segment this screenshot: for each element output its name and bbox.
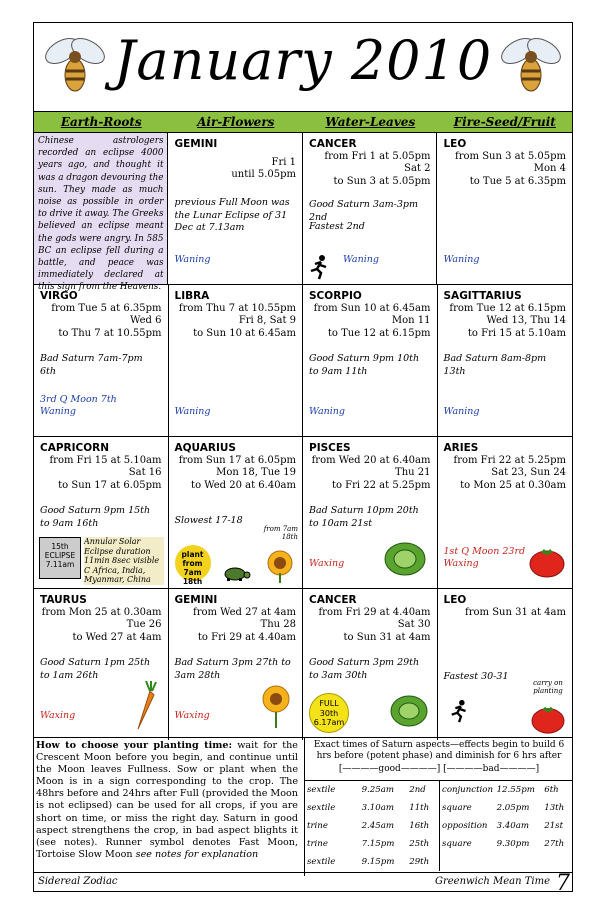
date-line: Fri 8, Sat 9 [238, 315, 296, 326]
saturn-table [305, 780, 573, 871]
date-line: Wed 6 [130, 315, 162, 326]
eclipse-date: 15th [51, 542, 69, 551]
moon-phase: Waning [443, 405, 480, 417]
footer-left: Sidereal Zodiac [38, 876, 118, 887]
moon-phase: Waning [174, 253, 211, 265]
date-line: Thu 28 [260, 619, 296, 630]
saturn-row [305, 781, 439, 799]
date-line: to Thu 7 at 10.55pm [58, 327, 162, 339]
date-line: to Mon 25 at 0.30am [460, 479, 566, 491]
cell-note: Bad Saturn 8am-8pm 13th [443, 353, 547, 377]
date-line: from Tue 5 at 6.35pm [51, 302, 162, 314]
cell-note: Good Saturn 9pm 15th to 9am 16th [40, 505, 151, 529]
date-line: Sat 23, Sun 24 [491, 467, 566, 478]
aspect-name: sextile [307, 803, 336, 813]
carrot-icon [130, 681, 160, 731]
eclipse-note: Annular Solar Eclipse duration 11min 8sec visible C Africa, India, Myanmar, China [84, 537, 164, 585]
aspect-date: 27th [544, 839, 565, 849]
full-date: 30th [319, 708, 339, 718]
aspect-time: 2.05pm [496, 803, 530, 813]
cell-note: Bad Saturn 10pm 20th to 10am 21st [309, 505, 419, 529]
date-line: Wed 13, Thu 14 [486, 315, 566, 326]
cell-note: Fastest 30-31 [443, 671, 509, 682]
date-line: Sat 2 [404, 163, 431, 174]
date-line: from Sun 10 at 6.45am [313, 302, 431, 314]
sign-name: LIBRA [174, 290, 210, 302]
saturn-row [440, 799, 574, 817]
date-line: Thu 21 [395, 467, 431, 478]
sign-name: PISCES [309, 442, 351, 454]
moon-phase: Waxing [309, 557, 345, 569]
aspect-name: conjunction [442, 785, 493, 795]
aspect-date: 29th [409, 857, 430, 867]
date-line: Mon 18, Tue 19 [216, 467, 296, 478]
saturn-aspects [304, 738, 573, 876]
date-line: to Fri 22 at 5.25pm [331, 479, 431, 491]
element-bar [34, 111, 572, 133]
runner-icon [448, 697, 472, 725]
saturn-legend: [————good————] [————bad————] [338, 764, 540, 774]
day-cell [303, 437, 438, 588]
aspect-date: 13th [544, 803, 565, 813]
date-line: to Wed 20 at 6.40am [191, 479, 296, 491]
element-label: Fire-Seed/Fruit [453, 115, 556, 129]
date-line: until 5.05pm [231, 169, 296, 180]
plant-label: plant [181, 550, 204, 559]
date-line: Sat 16 [128, 467, 162, 478]
date-line: Fri 1 [271, 156, 296, 168]
cell-note: Bad Saturn 3pm 27th to 3am 28th [174, 657, 291, 681]
date-line: to Sun 10 at 6.45am [193, 327, 296, 339]
sign-name: SCORPIO [309, 290, 362, 302]
aspect-date: 2nd [409, 785, 426, 795]
aspect-date: 21st [544, 821, 564, 831]
cell-note: Fastest 2nd [308, 221, 365, 232]
cell-note: Bad Saturn 7am-7pm 6th [40, 353, 143, 377]
calendar-row [34, 133, 572, 293]
date-line: to Tue 5 at 6.35pm [469, 175, 566, 187]
aspect-name: sextile [307, 857, 336, 867]
day-cell [169, 285, 304, 436]
date-line: to Fri 15 at 5.10am [467, 327, 566, 339]
sign-name: AQUARIUS [174, 442, 236, 454]
footer-right: Greenwich Mean Time [434, 876, 550, 887]
date-line: to Wed 27 at 4am [72, 631, 162, 643]
calendar-grid [34, 133, 572, 740]
tomato-icon [530, 703, 566, 735]
plant-label: from 7am [182, 559, 203, 577]
full-time: 6.17am [313, 718, 345, 727]
calendar-row [34, 437, 572, 589]
header [34, 23, 572, 109]
cell-note: Good Saturn 3am-3pm 2nd [308, 199, 418, 223]
date-line: from Sun 3 at 5.05pm [455, 150, 566, 162]
runner-icon [307, 254, 333, 280]
calendar-row [34, 285, 572, 437]
date-line: from Mon 25 at 0.30am [41, 606, 162, 618]
aspect-time: 9.25am [361, 785, 395, 795]
moon-phase: Waxing [443, 557, 479, 569]
moon-phase: Waning [40, 405, 76, 417]
day-cell [303, 285, 438, 436]
day-cell [438, 589, 573, 740]
page-number: 7 [556, 871, 570, 896]
plant-label: 18th [182, 577, 203, 586]
date-line: from Tue 12 at 6.15pm [449, 302, 566, 314]
carry-on-note: carry on planting [533, 679, 563, 695]
day-cell [169, 589, 304, 740]
date-line: Sat 30 [397, 619, 431, 630]
date-line: from Wed 20 at 6.40am [311, 454, 431, 466]
cell-note: Good Saturn 9pm 10th to 9am 11th [309, 353, 420, 377]
aspect-date: 25th [409, 839, 430, 849]
calendar-row [34, 589, 572, 740]
saturn-row [305, 817, 439, 835]
aspect-date: 16th [409, 821, 430, 831]
howto-heading: How to choose your planting time: [36, 740, 233, 751]
date-line: Mon 4 [533, 163, 566, 174]
date-line: to Sun 17 at 6.05pm [58, 479, 162, 491]
date-line: to Tue 12 at 6.15pm [327, 327, 431, 339]
saturn-row [305, 835, 439, 853]
plant-moon-badge [175, 545, 211, 586]
saturn-row [305, 799, 439, 817]
sign-name: CANCER [308, 138, 357, 150]
aspect-date: 6th [544, 785, 559, 795]
saturn-good-column [305, 781, 440, 871]
howto-body: wait for the Crescent Moon before you begin, and continue until the Moon leaves Fullness. Sow or plant when the Moon is in a sign corresponding to the crop. The 48hrs before and 24hrs after Full (provided the Moon is not eclipsed) can be used for all crops, if you are short on time, or miss the right day. Saturn in good aspect strengthens the crop, in bad aspect blights it (see notes). Runner symbol denotes Fast Moon, Tortoise Slow Moon [36, 740, 298, 860]
moon-quarter: 1st Q Moon 23rd [443, 545, 526, 557]
day-cell [169, 437, 304, 588]
sunflower-icon [264, 549, 296, 583]
date-line: from Sun 17 at 6.05pm [178, 454, 296, 466]
day-cell [34, 437, 169, 588]
saturn-row [440, 781, 574, 799]
aspect-name: trine [307, 839, 328, 849]
sign-name: VIRGO [40, 290, 78, 302]
element-label: Air-Flowers [197, 115, 275, 129]
day-cell [438, 437, 573, 588]
from-note: from 7am 18th [263, 525, 298, 541]
eclipse-time: 7.11am [45, 560, 75, 569]
moon-phase: Waxing [40, 709, 76, 721]
eclipse-label: ECLIPSE [44, 551, 76, 560]
moon-phase: Waxing [174, 709, 210, 721]
cell-note: Good Saturn 3pm 29th to 3am 30th [309, 657, 420, 681]
date-line: from Thu 7 at 10.55pm [178, 302, 296, 314]
cabbage-icon [389, 689, 429, 729]
sign-name: LEO [443, 594, 467, 606]
sign-name: TAURUS [40, 594, 87, 606]
date-line: from Fri 29 at 4.40am [318, 606, 431, 618]
howto-see: see notes for explanation [135, 848, 259, 860]
sign-name: CANCER [309, 594, 357, 606]
saturn-heading: Exact times of Saturn aspects—effects begin to build 6 hrs before (potent phase) and diminish for 6 hrs after [313, 740, 565, 761]
day-cell [34, 285, 169, 436]
aspect-name: opposition [442, 821, 488, 831]
aspect-name: square [442, 839, 472, 849]
calendar-page [33, 22, 573, 896]
sign-name: LEO [443, 138, 467, 150]
day-cell [168, 133, 303, 284]
saturn-bad-column [440, 781, 574, 871]
cell-note: previous Full Moon was the Lunar Eclipse of 31 Dec at 7.13am [174, 197, 290, 233]
sign-name: CAPRICORN [40, 442, 110, 454]
moon-quarter: 3rd Q Moon 7th [40, 393, 117, 405]
sign-name: GEMINI [174, 594, 218, 606]
date-line: to Sun 3 at 5.05pm [333, 175, 431, 187]
date-line: to Fri 29 at 4.40am [197, 631, 296, 643]
chinese-eclipse-note: Chinese astrologers recorded an eclipse 4000 years ago, and thought it was a dragon devouring the sun. They made as much noise as possible in order to drive it away. The Greeks believed an eclipse meant the gods were angry. In 585 BC an eclipse fell during a battle, and peace was immediately declared at this sign from the Heavens. [34, 133, 168, 284]
aspect-name: square [442, 803, 472, 813]
aspect-name: sextile [307, 785, 336, 795]
tortoise-icon [221, 565, 251, 581]
moon-phase: Waning [342, 253, 379, 265]
sign-name: SAGITTARIUS [443, 290, 522, 302]
moon-phase: Waning [174, 405, 211, 417]
cell-note: Slowest 17-18 [174, 515, 243, 526]
sign-name: GEMINI [174, 138, 218, 150]
moon-phase: Waning [443, 253, 480, 265]
cell-note: Good Saturn 1pm 25th to 1am 26th [40, 657, 151, 681]
day-cell [303, 133, 438, 284]
date-line: from Fri 22 at 5.25pm [453, 454, 566, 466]
aspect-time: 7.15pm [361, 839, 395, 849]
aspect-time: 3.10am [361, 803, 395, 813]
sunflower-icon [260, 685, 292, 729]
eclipse-badge [39, 537, 81, 579]
bottom-section [34, 737, 572, 876]
day-cell [437, 133, 572, 284]
planting-instructions [36, 740, 298, 861]
date-line: from Sun 31 at 4am [465, 606, 566, 618]
date-line: to Sun 31 at 4am [343, 631, 431, 643]
date-line: from Fri 15 at 5.10am [49, 454, 162, 466]
full-moon-badge [309, 693, 349, 733]
saturn-row [440, 835, 574, 853]
date-line: Tue 26 [126, 619, 162, 630]
bee-icon [496, 31, 566, 95]
date-line: from Wed 27 at 4am [193, 606, 296, 618]
aspect-time: 12.55pm [496, 785, 535, 795]
saturn-row [440, 817, 574, 835]
sign-name: ARIES [443, 442, 479, 454]
day-cell [303, 589, 438, 740]
full-label: FULL [319, 699, 339, 708]
footer [34, 871, 572, 896]
aspect-time: 9.15pm [361, 857, 395, 867]
tomato-icon [528, 545, 566, 579]
element-label: Water-Leaves [325, 115, 416, 129]
day-cell [34, 589, 169, 740]
cabbage-icon [383, 537, 427, 577]
aspect-time: 9.30pm [496, 839, 530, 849]
date-line: from Fri 1 at 5.05pm [324, 150, 431, 162]
saturn-row [305, 853, 439, 871]
page-title: January 2010 [113, 29, 493, 92]
date-line: Mon 11 [391, 315, 431, 326]
aspect-time: 2.45am [361, 821, 395, 831]
aspect-date: 11th [409, 803, 430, 813]
aspect-time: 3.40am [496, 821, 530, 831]
aspect-name: trine [307, 821, 328, 831]
moon-phase: Waning [309, 405, 345, 417]
day-cell [438, 285, 573, 436]
element-label: Earth-Roots [60, 115, 142, 129]
